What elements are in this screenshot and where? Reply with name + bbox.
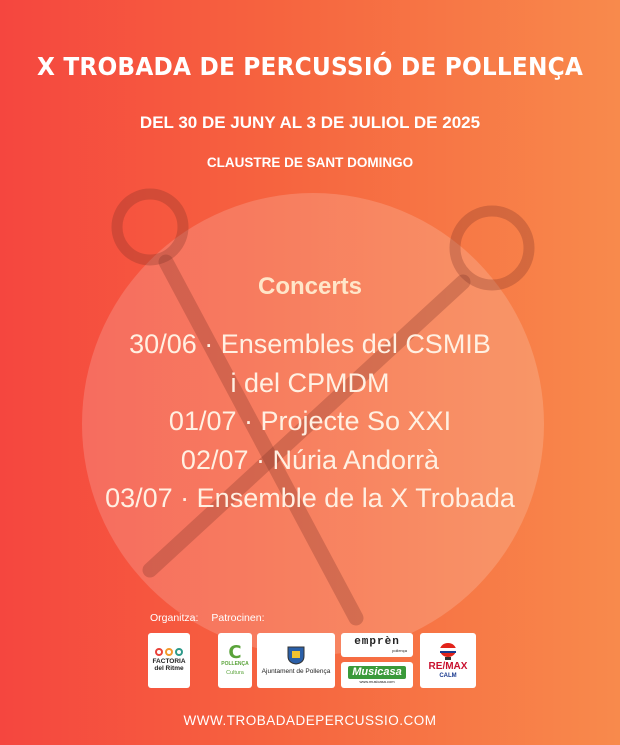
- concert-line: 02/07 · Núria Andorrà: [180, 444, 440, 475]
- sponsor-labels: [150, 612, 275, 624]
- factoria-dots-icon: [155, 648, 183, 656]
- concert-line: i del CPMDM: [230, 367, 390, 398]
- musicasa-logo-subtext: www.musicasa.com: [359, 679, 395, 685]
- concert-line: 03/07 · Ensemble de la X Trobada: [105, 483, 515, 513]
- concerts-heading: Concerts: [257, 273, 363, 300]
- sponsors-label: Patrocinen:: [211, 612, 265, 624]
- empren-logo-text: emprèn: [354, 636, 400, 649]
- factoria-logo: [148, 633, 190, 688]
- ajuntament-crest-icon: [287, 645, 305, 665]
- remax-balloon-icon: [438, 642, 458, 660]
- concert-line: 01/07 · Projecte So XXI: [168, 406, 452, 436]
- website-link[interactable]: WWW.TROBADADEPERCUSSIO.COM: [183, 713, 437, 728]
- event-title: X TROBADA DE PERCUSSIÓ DE POLLENÇA: [36, 52, 584, 81]
- organizes-label: Organitza:: [150, 612, 199, 624]
- event-dates: DEL 30 DE JUNY AL 3 DE JULIOL DE 2025: [139, 113, 481, 132]
- concert-line: 30/06 · Ensembles del CSMIB: [129, 329, 491, 359]
- remax-logo-text: RE/MAX: [428, 661, 468, 673]
- musicasa-logo-text: Musicasa: [348, 666, 406, 680]
- empren-logo-subtext: pollença: [392, 647, 407, 653]
- event-venue: CLAUSTRE DE SANT DOMINGO: [206, 155, 414, 170]
- musicasa-logo: [341, 662, 413, 688]
- empren-logo: [341, 633, 413, 657]
- remax-logo: [420, 633, 476, 688]
- ajuntament-logo: [257, 633, 335, 688]
- ajuntament-logo-text: Ajuntament de Pollença: [261, 668, 331, 676]
- factoria-logo-text: FACTORIA del Ritme: [152, 658, 186, 672]
- remax-logo-subtext: CALM: [439, 672, 457, 679]
- pollenca-logo-subtext: Cultura: [226, 669, 244, 676]
- pollenca-cultura-logo: [218, 633, 252, 688]
- pollenca-c-icon: C: [228, 642, 242, 664]
- pollenca-logo-text: POLLENÇA: [221, 661, 249, 668]
- concert-list: [0, 325, 620, 518]
